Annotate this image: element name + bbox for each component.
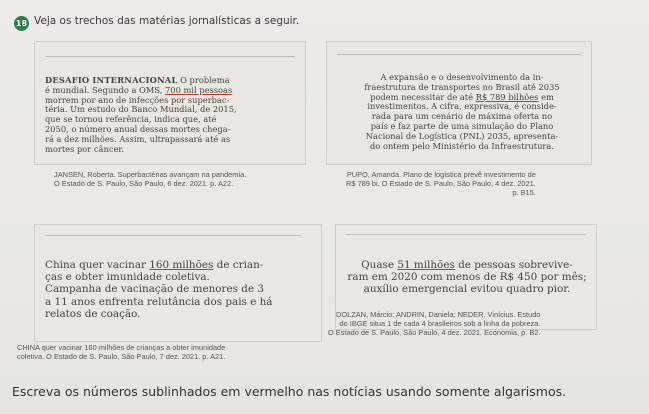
excerpt-text: [45, 259, 317, 320]
underlined-number: 160 milhões: [149, 259, 214, 271]
citation-line: coletiva. O Estado de S. Paulo, São Paulo, 7 dez. 2021. p. A21.: [17, 352, 226, 362]
excerpt-fragment: China quer vacinar: [45, 259, 150, 271]
excerpt-line: [45, 145, 300, 155]
question-number-badge: 18: [14, 16, 29, 31]
excerpt-line: [45, 86, 300, 96]
excerpt-line: [45, 308, 317, 320]
excerpt-fragment: fraestrutura de transportes no Brasil até 2035: [364, 82, 560, 92]
excerpt-line: [337, 112, 587, 122]
excerpt-line: [337, 93, 587, 103]
citation-line: do IBGE situa 1 de cada 4 brasileiros sob a linha da pobreza.: [339, 319, 541, 329]
excerpt-line: [45, 259, 317, 271]
excerpt-fragment: investimentos. A cifra, expressiva, é conside-: [367, 102, 557, 112]
instruction-text: Escreva os números sublinhados em vermelho nas notícias usando somente algarismos.: [12, 384, 567, 399]
excerpt-fragment: de crian-: [213, 259, 264, 271]
citation-line: p. B15.: [512, 188, 536, 198]
citation-line: DOLZAN, Márcio; ANDRIN, Daniela; NEDER, Vinícius. Estudo: [336, 310, 541, 319]
excerpt-fragment: A expansão e o desenvolvimento da in-: [380, 73, 544, 82]
excerpt-line: [337, 102, 587, 112]
excerpt-fragment: país e faz parte de uma simulação do Plano: [370, 121, 554, 131]
excerpt-line: [45, 115, 300, 125]
excerpt-text: [337, 73, 587, 151]
excerpt-line: [337, 83, 587, 93]
excerpt-fragment: em: [538, 92, 554, 102]
excerpt-fragment: podem necessitar de até: [370, 92, 476, 102]
question-prompt: Veja os trechos das matérias jornalísticas a seguir.: [34, 15, 300, 27]
underlined-number: 700 mil pessoas: [165, 85, 233, 95]
excerpt-citation: [328, 310, 540, 338]
excerpt-line: [45, 283, 317, 295]
excerpt-line: [337, 142, 587, 152]
excerpt-fragment: rada para um cenário de máxima oferta no: [371, 112, 553, 122]
excerpt-line: [342, 259, 592, 271]
excerpt-line: [45, 296, 317, 308]
excerpt-fragment: ças e obter imunidade coletiva.: [45, 271, 210, 284]
excerpt-fragment: é mundial. Segundo a OMS,: [45, 85, 166, 95]
excerpt-fragment: auxílio emergencial evitou quadro pior.: [363, 283, 571, 296]
excerpt-fragment: a 11 anos enfrenta relutância dos pais e há: [45, 295, 273, 308]
citation-line: JANSEN, Roberta. Superbactérias avançam na pandemia.: [54, 170, 247, 179]
citation-line: R$ 789 bi. O Estado de S. Paulo, São Paulo, 4 dez. 2021.: [346, 179, 536, 189]
excerpt-fragment: Campanha de vacinação de menores de 3: [45, 283, 265, 296]
underlined-number: 51 milhões: [397, 259, 455, 271]
excerpt-line: [337, 122, 587, 132]
excerpt-fragment: que se tornou referência, indica que, até: [45, 115, 217, 125]
excerpt-citation: [346, 170, 536, 198]
excerpt-fragment: rá a dez milhões. Assim, ultrapassará até as: [45, 134, 231, 144]
excerpt-fragment: Quase: [361, 259, 398, 271]
citation-line: O Estado de S. Paulo, São Paulo, 6 dez. 2021. p. A22.: [54, 179, 234, 189]
answer-rule: [337, 54, 581, 55]
excerpt-box-3: [34, 224, 322, 342]
excerpt-line: [342, 283, 592, 295]
excerpt-line: [45, 76, 300, 86]
excerpt-box-1: [34, 41, 306, 165]
excerpt-fragment: O problema: [177, 76, 230, 85]
excerpt-fragment: de pessoas sobrevive-: [454, 259, 573, 271]
underlined-number: R$ 789 bilhões: [475, 92, 539, 102]
excerpt-line: [337, 132, 587, 142]
excerpt-text: [45, 76, 300, 154]
excerpt-title: DESAFIO INTERNACIONAL: [45, 76, 178, 85]
citation-line: CHINA quer vacinar 160 milhões de crianças a obter imunidade: [17, 343, 226, 352]
excerpt-fragment: relatos de coação.: [45, 307, 141, 320]
excerpt-line: [337, 73, 587, 83]
excerpt-fragment: Nacional de Logística (PNL) 2035, apresenta-: [365, 131, 559, 141]
excerpt-line: [45, 135, 300, 145]
excerpt-text: [342, 259, 592, 296]
answer-rule: [45, 56, 295, 57]
excerpt-fragment: morrem por ano de infecções por superbac-: [45, 95, 230, 105]
excerpt-fragment: do ontem pelo Ministério da Infraestrutura.: [370, 141, 554, 151]
excerpt-line: [45, 96, 300, 106]
excerpt-box-2: [326, 41, 592, 165]
excerpt-citation: [17, 343, 225, 361]
citation-line: O Estado de S. Paulo, São Paulo, 4 dez. 2021. Economia, p. B2.: [328, 328, 541, 338]
excerpt-line: [45, 105, 300, 115]
excerpt-fragment: 2050, o número anual dessas mortes chega-: [45, 124, 231, 134]
excerpt-fragment: mortes por câncer.: [45, 144, 125, 154]
excerpt-citation: [54, 170, 246, 188]
excerpt-fragment: ram em 2020 com menos de R$ 450 por mês;: [347, 271, 587, 284]
answer-rule: [45, 235, 301, 236]
excerpt-fragment: téria. Um estudo do Banco Mundial, de 2015,: [45, 105, 237, 115]
answer-rule: [346, 234, 586, 235]
excerpt-line: [45, 271, 317, 283]
excerpt-line: [45, 125, 300, 135]
citation-line: PUPO, Amanda. Plano de logística prevê investimento de: [346, 170, 536, 179]
excerpt-line: [342, 271, 592, 283]
